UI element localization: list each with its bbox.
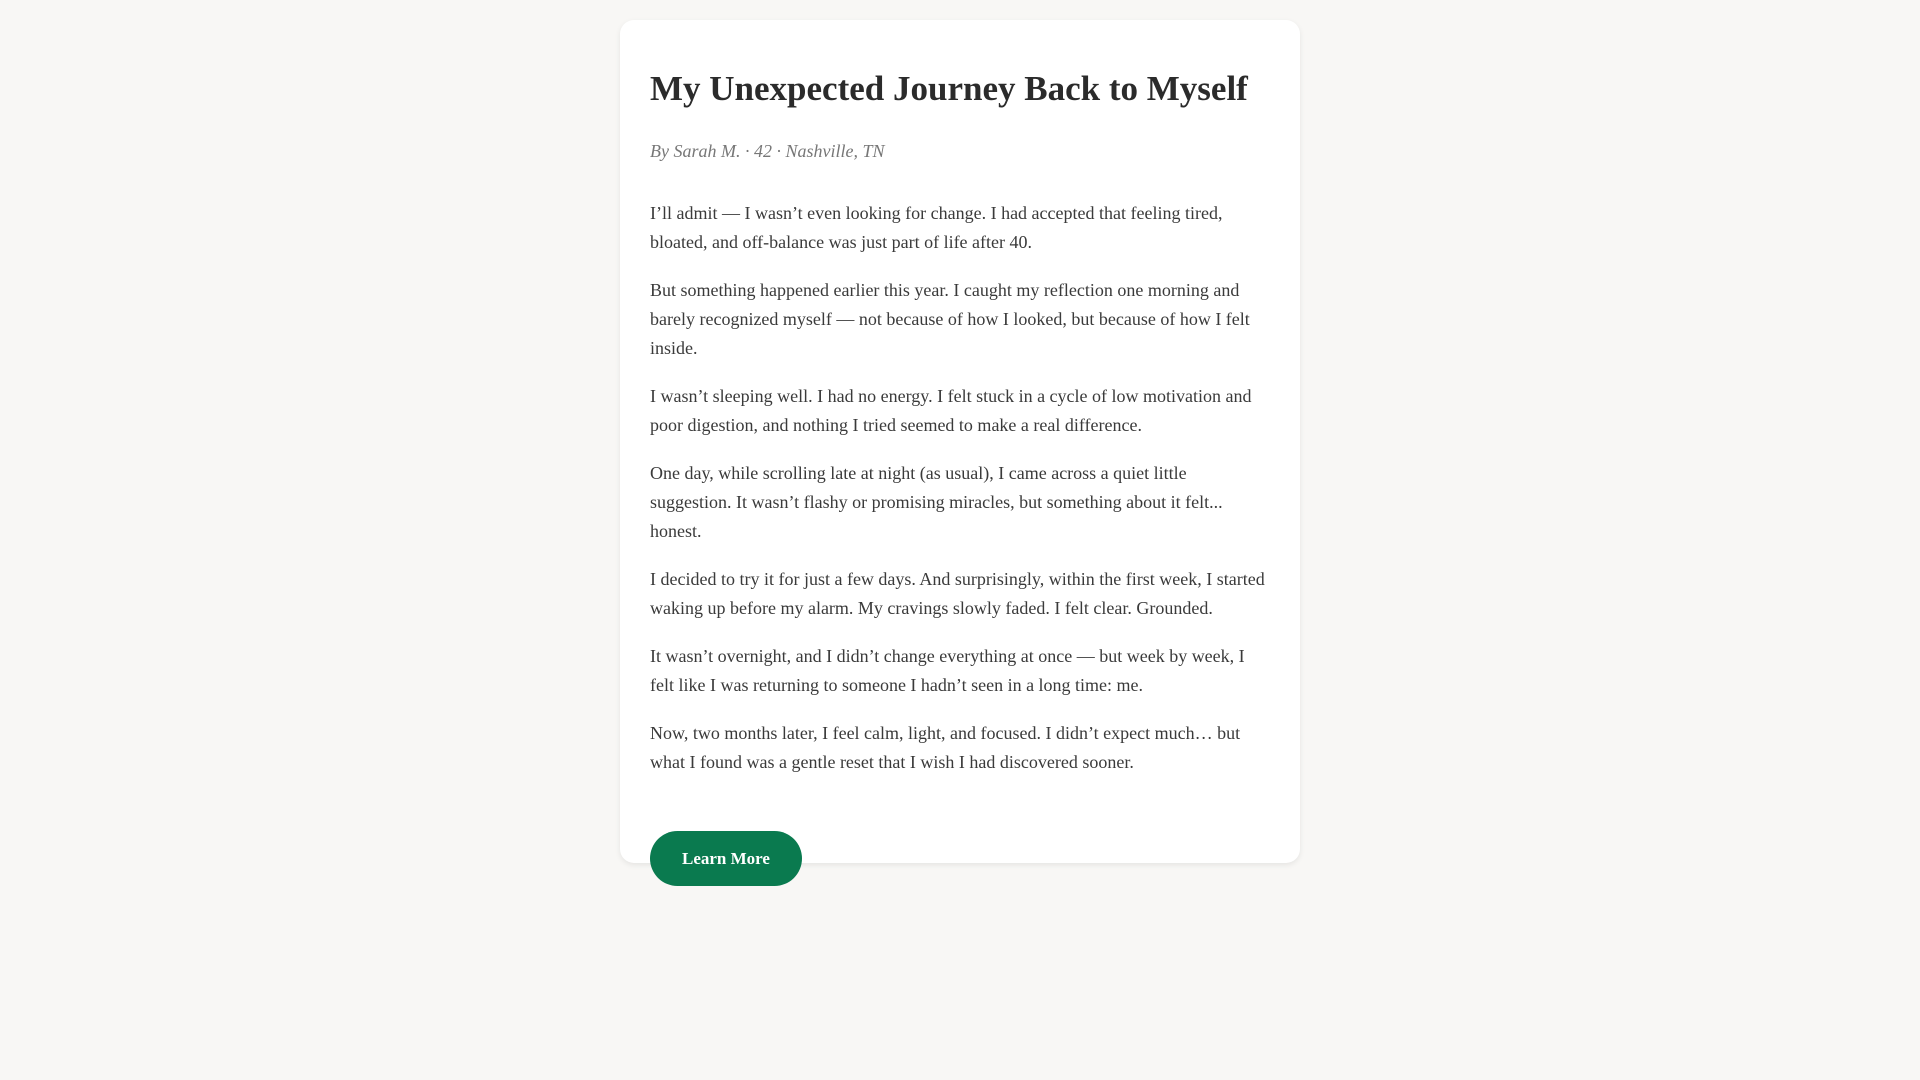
article-paragraph: I decided to try it for just a few days. And surprisingly, within the first week, I started waking up before my alarm. My cravings slowly faded. I felt clear. Grounded. xyxy=(650,569,1265,618)
article-paragraph: Now, two months later, I feel calm, light, and focused. I didn’t expect much… but what I found was a gentle reset that I wish I had discovered sooner. xyxy=(650,723,1241,772)
learn-more-button[interactable]: Learn More xyxy=(650,831,802,886)
article-paragraph: But something happened earlier this year. I caught my reflection one morning and barely recognized myself — not because of how I looked, but because of how I felt inside. xyxy=(650,280,1250,358)
article-paragraph: It wasn’t overnight, and I didn’t change everything at once — but week by week, I felt like I was returning to someone I hadn’t seen in a long time: me. xyxy=(650,646,1245,695)
article-card xyxy=(620,20,1300,868)
article-paragraph: I’ll admit — I wasn’t even looking for change. I had accepted that feeling tired, bloated, and off-balance was just part of life after 40. xyxy=(650,203,1223,252)
article-paragraph: I wasn’t sleeping well. I had no energy. I felt stuck in a cycle of low motivation and poor digestion, and nothing I tried seemed to make a real difference. xyxy=(650,386,1252,435)
article-body xyxy=(650,199,1270,777)
article-byline: By Sarah M. · 42 · Nashville, TN xyxy=(650,141,885,161)
article-title: My Unexpected Journey Back to Myself xyxy=(650,69,1248,108)
article-paragraph: One day, while scrolling late at night (as usual), I came across a quiet little suggestion. It wasn’t flashy or promising miracles, but something about it felt... honest. xyxy=(650,463,1223,541)
